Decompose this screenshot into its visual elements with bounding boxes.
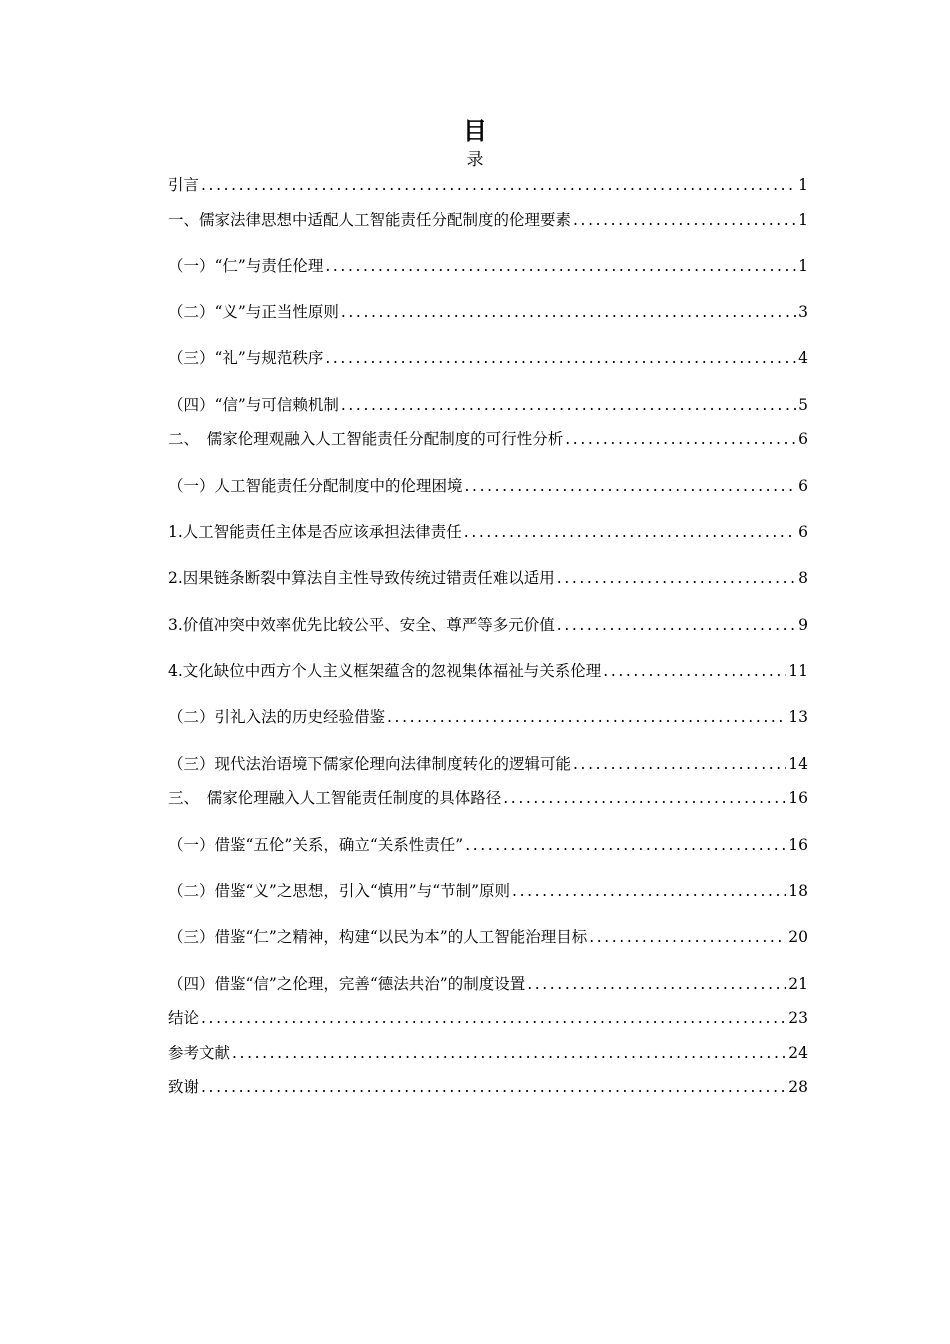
toc-entry-label: （二）引礼入法的历史经验借鉴 (168, 708, 386, 726)
toc-entry-2-1-2[interactable] (168, 566, 808, 590)
dot-leader (603, 659, 786, 683)
toc-entry-introduction[interactable] (168, 173, 808, 197)
toc-entry-page: 16 (788, 789, 808, 807)
toc-entry-page: 3 (798, 303, 808, 321)
dot-leader (325, 254, 796, 278)
toc-entry-label: 4.文化缺位中西方个人主义框架蕴含的忽视集体福祉与关系伦理 (168, 662, 602, 680)
toc-entry-page: 1 (798, 211, 808, 229)
toc-entry-2-2[interactable] (168, 705, 808, 729)
toc-entry-label: 1.人工智能责任主体是否应该承担法律责任 (168, 523, 462, 541)
toc-entry-chapter-1[interactable] (168, 208, 808, 232)
toc-entry-label: （二）借鉴“义”之思想，引入“慎用”与“节制”原则 (168, 882, 511, 900)
toc-entry-2-1-3[interactable] (168, 613, 808, 637)
dot-leader (565, 427, 796, 451)
toc-entry-label: （一）人工智能责任分配制度中的伦理困境 (168, 477, 463, 495)
toc-entry-references[interactable] (168, 1041, 808, 1065)
dot-leader (465, 833, 786, 857)
toc-entry-page: 14 (788, 755, 808, 773)
dot-leader (201, 1075, 786, 1099)
toc-entry-label: （一）“仁”与责任伦理 (168, 257, 324, 275)
toc-entry-page: 20 (788, 928, 808, 946)
toc-entry-page: 21 (788, 975, 808, 993)
toc-entry-page: 4 (798, 349, 808, 367)
toc-entry-label: 结论 (168, 1009, 200, 1027)
dot-leader (387, 705, 786, 729)
toc-entry-label: 致谢 (168, 1078, 200, 1096)
toc-entry-label: （四）“信”与可信赖机制 (168, 396, 339, 414)
dot-leader (589, 925, 786, 949)
toc-entry-2-1-4[interactable] (168, 659, 808, 683)
toc-title-continuation: 录 (466, 150, 484, 170)
toc-entry-label: 3.价值冲突中效率优先比较公平、安全、尊严等多元价值 (168, 616, 555, 634)
toc-entry-2-3[interactable] (168, 752, 808, 776)
dot-leader (325, 346, 796, 370)
toc-entry-page: 23 (788, 1009, 808, 1027)
toc-title: 目 (463, 116, 487, 145)
toc-entry-label: （三）借鉴“仁”之精神，构建“以民为本”的人工智能治理目标 (168, 928, 588, 946)
toc-entry-label: （四）借鉴“信”之伦理，完善“德法共治”的制度设置 (168, 975, 526, 993)
toc-entry-label: 引言 (168, 176, 200, 194)
toc-entry-page: 6 (798, 430, 808, 448)
toc-entry-3-3[interactable] (168, 925, 808, 949)
dot-leader (557, 613, 796, 637)
toc-entry-2-1-1[interactable] (168, 520, 808, 544)
toc-entry-page: 18 (788, 882, 808, 900)
dot-leader (527, 972, 786, 996)
toc-entry-2-1[interactable] (168, 474, 808, 498)
toc-entry-label: （三）现代法治语境下儒家伦理向法律制度转化的逻辑可能 (168, 755, 572, 773)
toc-entry-page: 11 (788, 662, 808, 680)
toc-entry-chapter-2[interactable] (168, 427, 808, 451)
toc-entry-3-1[interactable] (168, 833, 808, 857)
dot-leader (341, 300, 796, 324)
dot-leader (573, 752, 786, 776)
toc-entry-page: 16 (788, 836, 808, 854)
toc-entry-page: 9 (798, 616, 808, 634)
toc-entry-3-2[interactable] (168, 879, 808, 903)
toc-entry-page: 1 (798, 176, 808, 194)
dot-leader (232, 1041, 786, 1065)
dot-leader (465, 474, 797, 498)
toc-entry-1-1[interactable] (168, 254, 808, 278)
dot-leader (201, 1006, 786, 1030)
dot-leader (201, 173, 796, 197)
toc-entry-chapter-3[interactable] (168, 786, 808, 810)
toc-entry-label: （一）借鉴“五伦”关系，确立“关系性责任” (168, 836, 464, 854)
dot-leader (557, 566, 796, 590)
toc-entry-3-4[interactable] (168, 972, 808, 996)
toc-entry-conclusion[interactable] (168, 1006, 808, 1030)
toc-entry-page: 6 (798, 523, 808, 541)
toc-entry-1-3[interactable] (168, 346, 808, 370)
toc-entry-page: 8 (798, 569, 808, 587)
toc-entry-label: 一、儒家法律思想中适配人工智能责任分配制度的伦理要素 (168, 211, 572, 229)
toc-entry-page: 5 (798, 396, 808, 414)
toc-entry-acknowledgements[interactable] (168, 1075, 808, 1099)
toc-entry-label: （二）“义”与正当性原则 (168, 303, 339, 321)
toc-entry-label: 参考文献 (168, 1044, 231, 1062)
toc-entry-page: 24 (788, 1044, 808, 1062)
toc-entry-1-2[interactable] (168, 300, 808, 324)
toc-entry-page: 13 (788, 708, 808, 726)
dot-leader (512, 879, 786, 903)
toc-entry-page: 6 (798, 477, 808, 495)
toc-entry-1-4[interactable] (168, 393, 808, 417)
toc-entry-page: 28 (788, 1078, 808, 1096)
dot-leader (464, 520, 796, 544)
toc-entry-page: 1 (798, 257, 808, 275)
toc-entry-label: 2.因果链条断裂中算法自主性导致传统过错责任难以适用 (168, 569, 555, 587)
toc-entry-label: （三）“礼”与规范秩序 (168, 349, 324, 367)
toc-entry-label: 三、 儒家伦理融入人工智能责任制度的具体路径 (168, 789, 502, 807)
dot-leader (503, 786, 786, 810)
toc-entry-label: 二、 儒家伦理观融入人工智能责任分配制度的可行性分析 (168, 430, 564, 448)
dot-leader (573, 208, 796, 232)
dot-leader (341, 393, 796, 417)
